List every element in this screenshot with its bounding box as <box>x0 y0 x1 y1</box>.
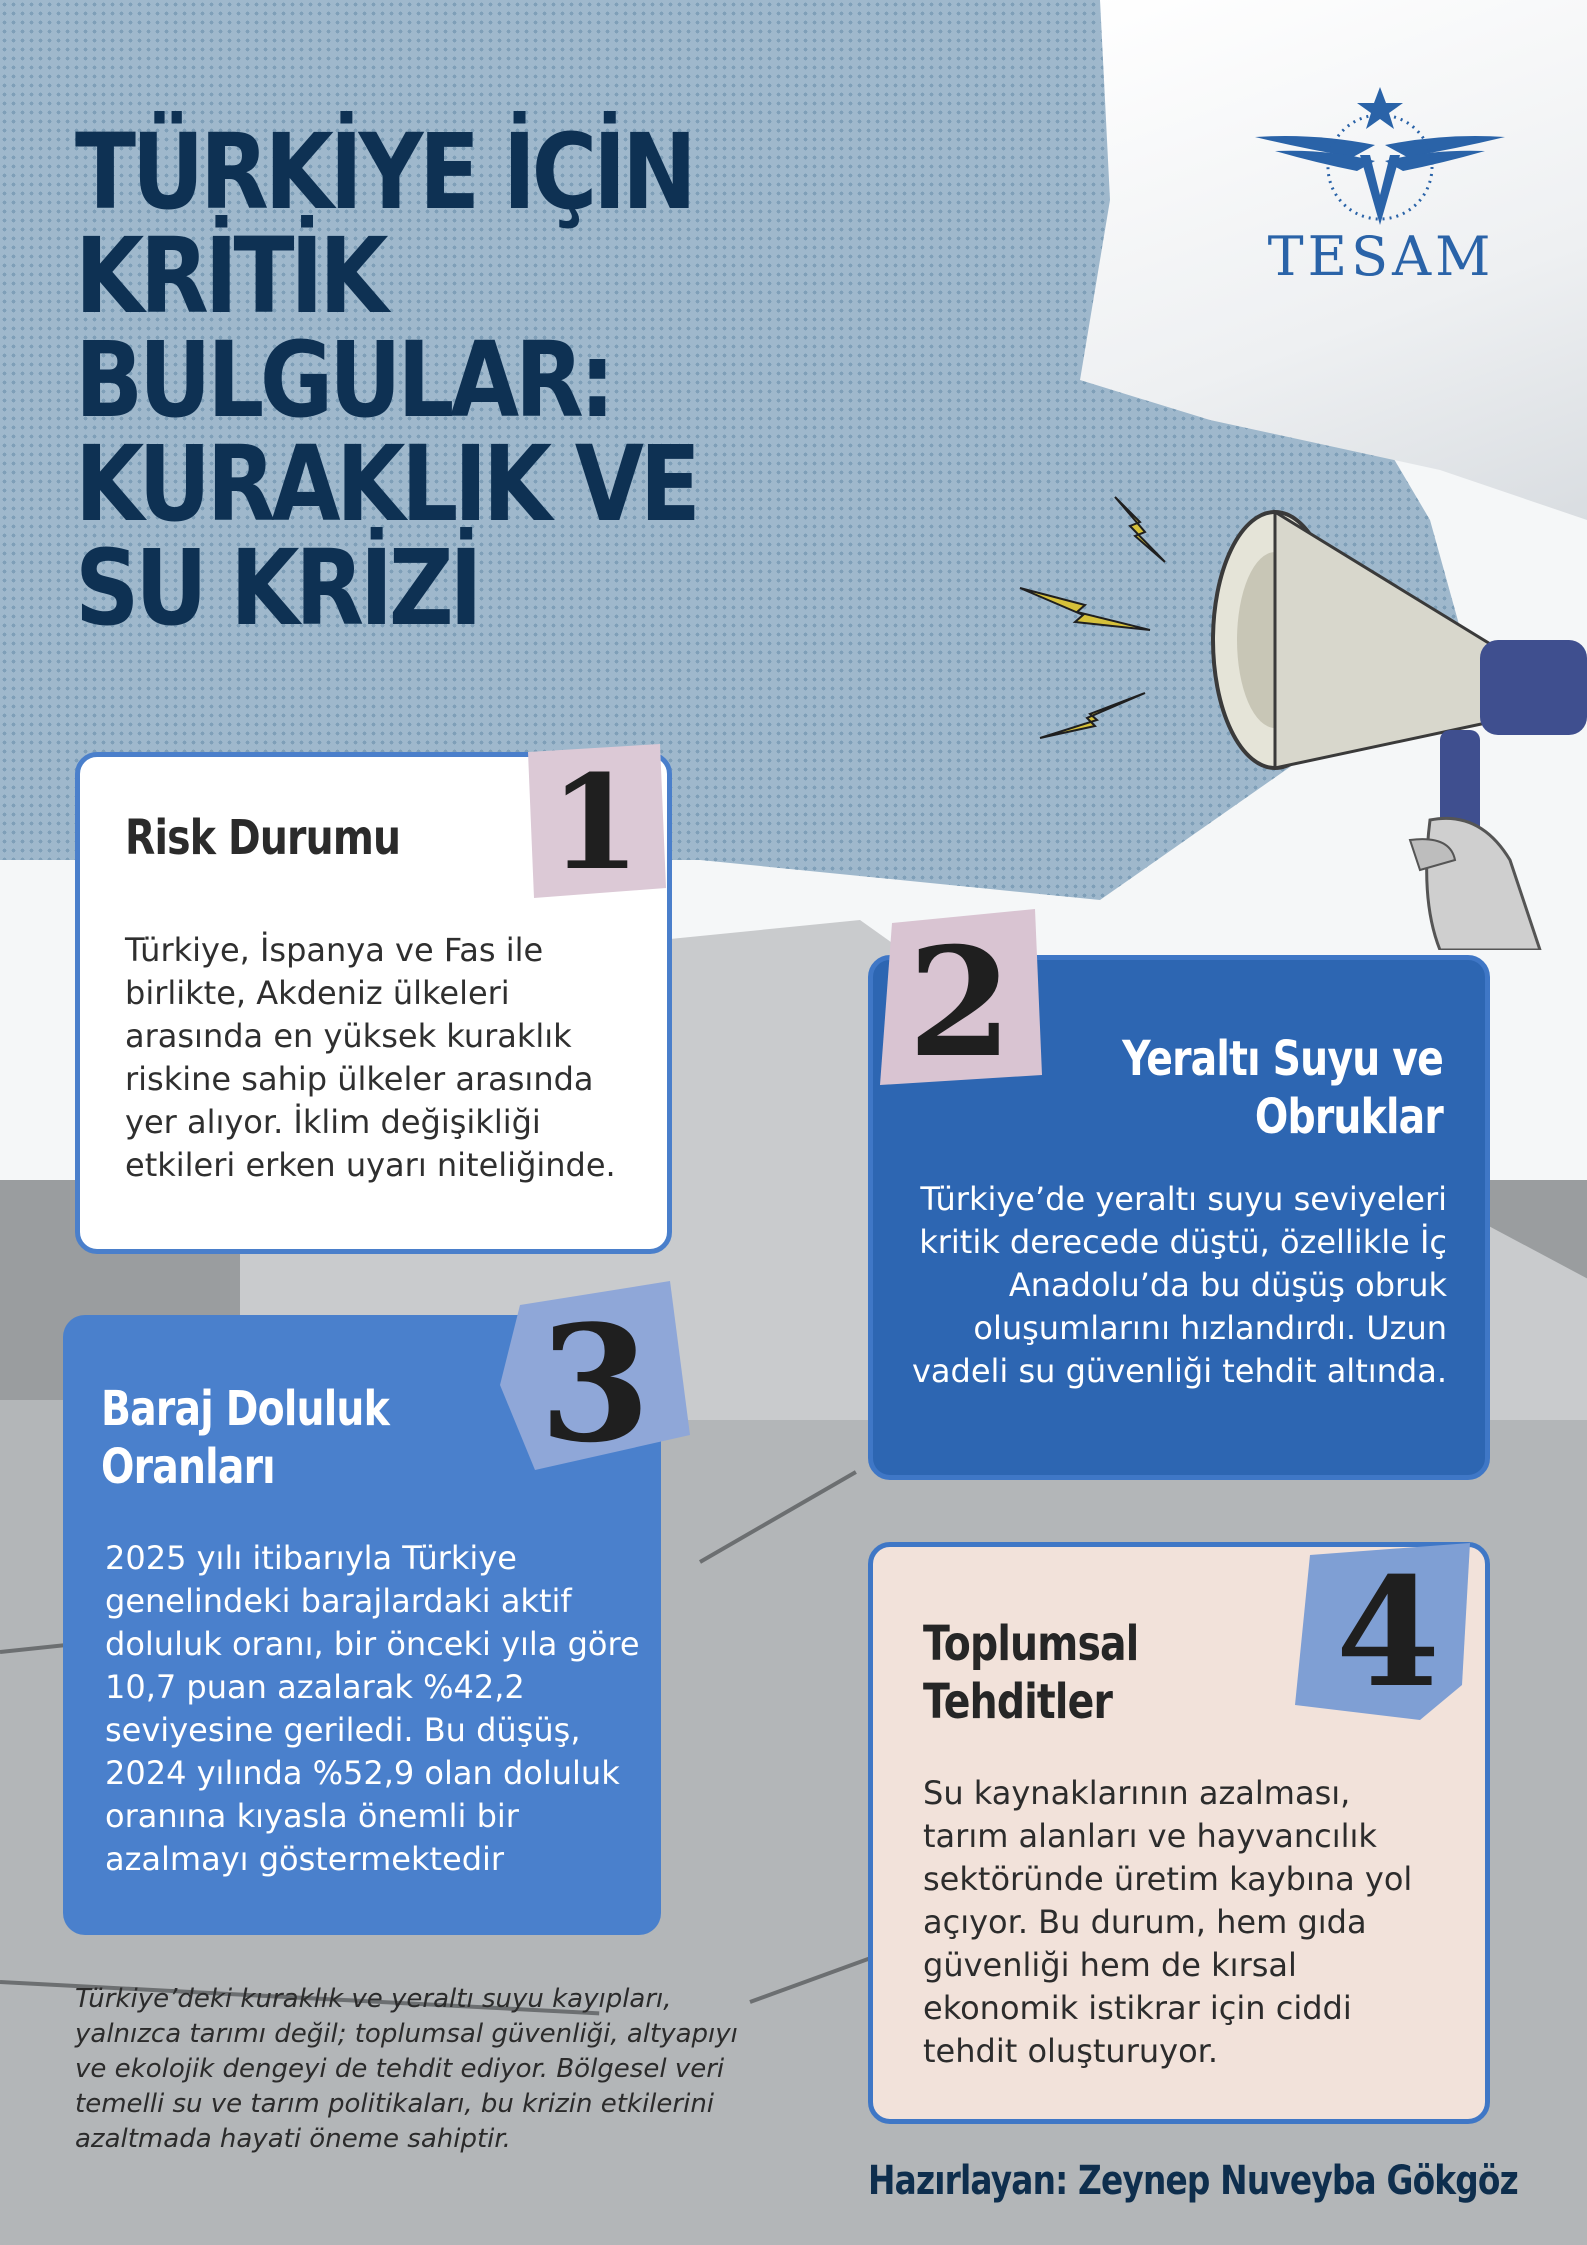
svg-text:4: 4 <box>1335 1545 1441 1721</box>
card-text: 2025 yılı itibarıyla Türkiye genelindeki barajlardaki aktif doluluk oranı, bir önceki yıla göre 10,7 puan azalarak %42,2 seviyesine geriledi. Bu düşüş, 2024 yılında %52,9 olan doluluk oranına kıyasla önemli bir azalmayı göstermektedir <box>105 1539 640 1878</box>
card-title: Yeraltı Suyu ve Obruklar <box>1122 1031 1443 1145</box>
card-text: Türkiye, İspanya ve Fas ile birlikte, Akdeniz ülkeleri arasında en yüksek kuraklık riskine sahip ülkeler arasında yer alıyor. İklim değişikliği etkileri erken uyarı niteliğinde. <box>125 931 616 1184</box>
card-text: Türkiye’de yeraltı suyu seviyeleri kritik derecede düştü, özellikle İç Anadolu’da bu düşüş obruk oluşumlarını hızlandırdı. Uzun vadeli su güvenliği tehdit altında. <box>911 1180 1447 1390</box>
svg-text:2: 2 <box>907 915 1013 1091</box>
number-badge-4 <box>1290 1535 1480 1725</box>
card-title: Toplumsal Tehditler <box>923 1616 1139 1730</box>
title-line: BULGULAR: <box>75 319 611 441</box>
title-line: KURAKLIK VE <box>75 423 697 545</box>
tesam-logo-text: TESAM <box>1267 225 1495 288</box>
lightning-icon <box>1015 580 1155 640</box>
author-credit: Hazırlayan: Zeynep Nuveyba Gökgöz <box>868 2158 1518 2204</box>
number-badge-2 <box>870 905 1050 1095</box>
footer-note: Türkiye’deki kuraklık ve yeraltı suyu kayıpları, yalnızca tarımı değil; toplumsal güvenliği, altyapıyı ve ekolojik dengeyi de tehdit ediyor. Bölgesel veri temelli su ve tarım politikaları, bu krizin etkilerini azaltmada hayati öneme sahiptir. <box>75 1984 738 2154</box>
lightning-icon <box>1105 492 1175 567</box>
svg-text:3: 3 <box>539 1290 651 1475</box>
svg-text:1: 1 <box>549 746 641 899</box>
megaphone-icon <box>1180 480 1587 950</box>
number-badge-3 <box>495 1275 695 1475</box>
lightning-icon <box>1035 688 1150 743</box>
card-title: Baraj Doluluk Oranları <box>101 1381 389 1495</box>
card-title: Risk Durumu <box>125 810 401 866</box>
number-badge-1 <box>520 738 670 908</box>
title-line: TÜRKİYE İÇİN KRİTİK <box>75 111 693 337</box>
card-text: Su kaynaklarının azalması, tarım alanları ve hayvancılık sektöründe üretim kaybına yol açıyor. Bu durum, hem gıda güvenliği hem de kırsal ekonomik istikrar için ciddi tehdit oluşturuyor. <box>923 1774 1413 2070</box>
page-title <box>75 111 935 649</box>
title-line: SU KRİZİ <box>75 527 479 649</box>
